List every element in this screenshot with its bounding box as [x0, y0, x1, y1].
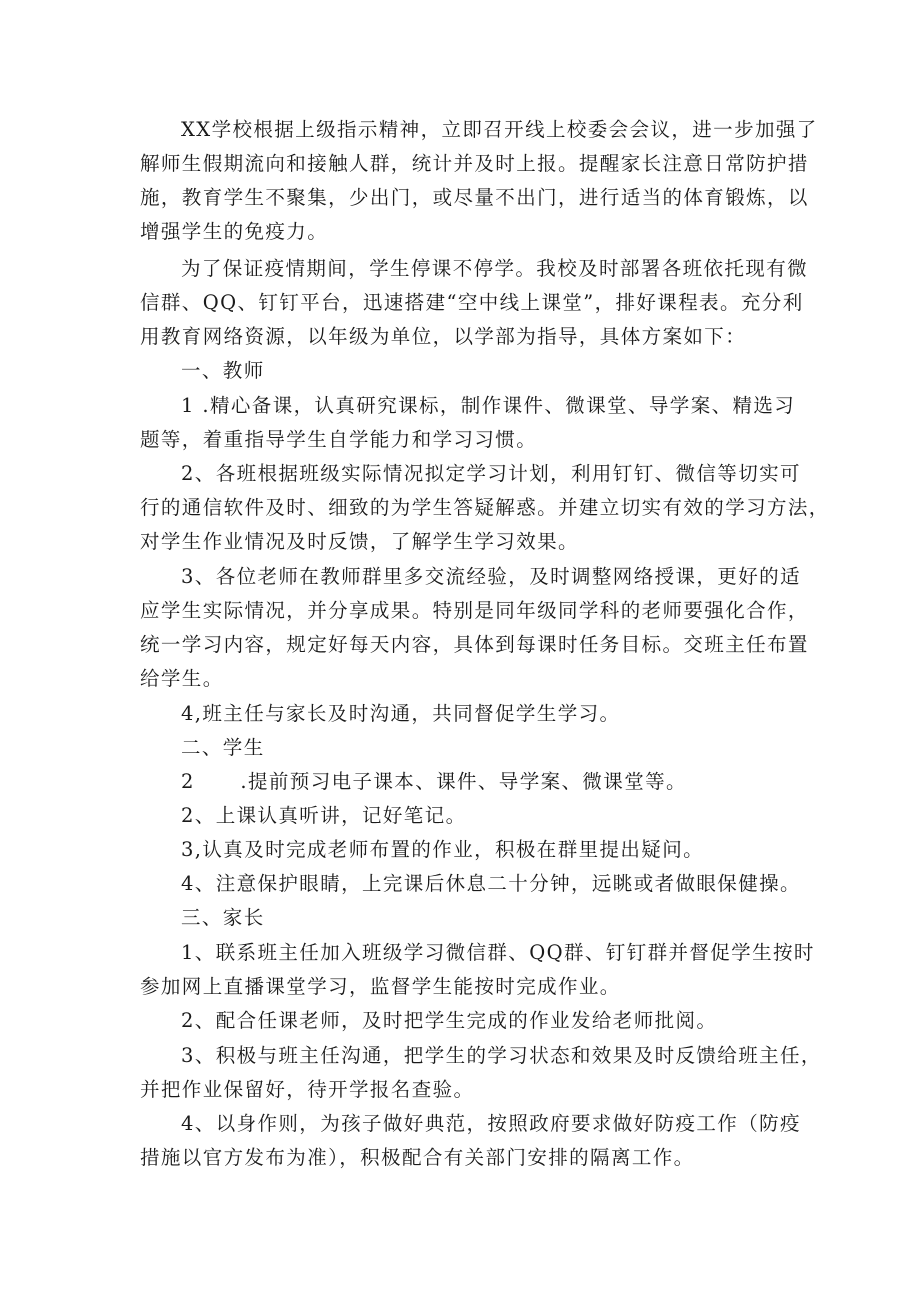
text-line: XX学校根据上级指示精神，立即召开线上校委会会议，进一步加强了	[181, 118, 818, 141]
text-line: 行的通信软件及时、细致的为学生答疑解惑。并建立切实有效的学习方法，	[140, 496, 830, 519]
text-line: 措施以官方发布为准），积极配合有关部门安排的隔离工作。	[140, 1146, 695, 1169]
text-line: 增强学生的免疫力。	[140, 220, 329, 243]
text-line: 2 .提前预习电子课本、课件、导学案、微课堂等。	[181, 770, 687, 793]
text-line: 给学生。	[140, 667, 224, 690]
text-line: 施，教育学生不聚集，少出门，或尽量不出门，进行适当的体育锻炼，以	[140, 186, 809, 209]
text-line: 并把作业保留好，待开学报名查验。	[140, 1078, 475, 1101]
text-line: 2、各班根据班级实际情况拟定学习计划，利用钉钉、微信等切实可	[181, 462, 801, 485]
section-heading: 三、家长	[181, 906, 265, 929]
section-heading: 二、学生	[181, 736, 265, 759]
text-line: 参加网上直播课堂学习，监督学生能按时完成作业。	[140, 975, 621, 998]
text-line: 2、上课认真听讲，记好笔记。	[181, 804, 467, 827]
text-line: 对学生作业情况及时反馈，了解学生学习效果。	[140, 530, 579, 553]
text-line: 统一学习内容，规定好每天内容，具体到每课时任务目标。交班主任布置	[140, 633, 809, 656]
text-line: 4、注意保护眼睛，上完课后休息二十分钟，远眺或者做眼保健操。	[181, 872, 801, 895]
text-line: 信群、QQ、钉钉平台，迅速搭建“空中线上课堂”，排好课程表。充分利	[140, 291, 804, 314]
text-line: 用教育网络资源，以年级为单位，以学部为指导，具体方案如下：	[140, 325, 747, 348]
text-line: 3、积极与班主任沟通，把学生的学习状态和效果及时反馈给班主任，	[181, 1044, 822, 1067]
text-line: 3、各位老师在教师群里多交流经验，及时调整网络授课，更好的适	[181, 565, 801, 588]
text-line: 1、联系班主任加入班级学习微信群、QQ群、钉钉群并督促学生按时	[181, 941, 815, 964]
text-line: 题等，着重指导学生自学能力和学习习惯。	[140, 428, 538, 451]
text-line: 2、配合任课老师，及时把学生完成的作业发给老师批阅。	[181, 1009, 718, 1032]
text-line: 解师生假期流向和接触人群，统计并及时上报。提醒家长注意日常防护措	[140, 152, 809, 175]
text-line: 4,班主任与家长及时沟通，共同督促学生学习。	[181, 702, 621, 725]
text-line: 1 .精心备课，认真研究课标，制作课件、微课堂、导学案、精选习	[181, 394, 796, 417]
text-line: 3,认真及时完成老师布置的作业，积极在群里提出疑问。	[181, 838, 705, 861]
text-line: 应学生实际情况，并分享成果。特别是同年级同学科的老师要强化合作，	[140, 599, 809, 622]
text-line: 4、以身作则，为孩子做好典范，按照政府要求做好防疫工作（防疫	[181, 1112, 801, 1135]
section-heading: 一、教师	[181, 359, 265, 382]
text-line: 为了保证疫情期间，学生停课不停学。我校及时部署各班依托现有微	[181, 257, 809, 280]
